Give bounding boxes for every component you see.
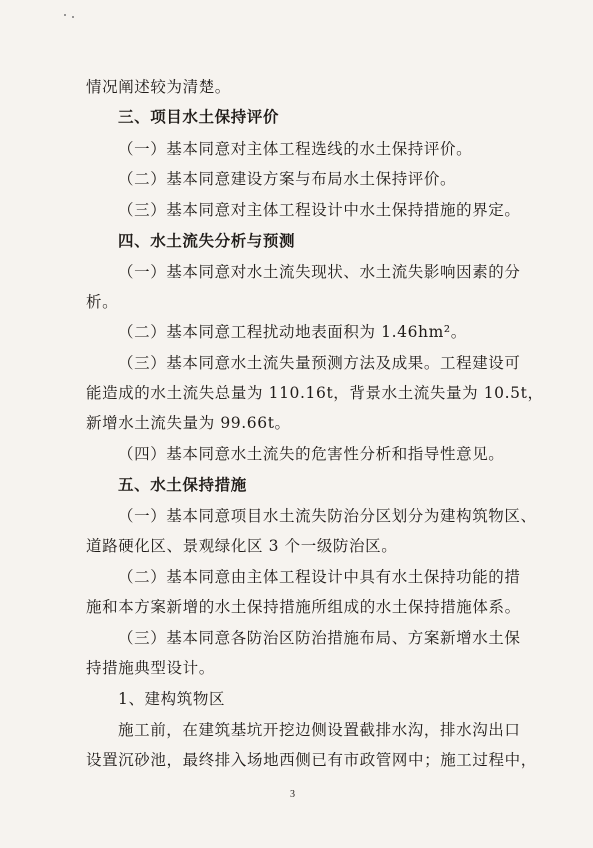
- paragraph-line: （三）基本同意水土流失量预测方法及成果。工程建设可: [118, 354, 521, 372]
- scan-speck: [64, 14, 66, 16]
- paragraph-line: 施工前，在建筑基坑开挖边侧设置截排水沟，排水沟出口: [118, 721, 521, 739]
- paragraph-line: 能造成的水土流失总量为 110.16t，背景水土流失量为 10.5t，: [86, 384, 544, 402]
- paragraph-line: （四）基本同意水土流失的危害性分析和指导性意见。: [118, 445, 505, 463]
- paragraph-line: 设置沉砂池，最终排入场地西侧已有市政管网中；施工过程中，: [86, 751, 537, 769]
- paragraph-line: （二）基本同意建设方案与布局水土保持评价。: [118, 170, 457, 188]
- paragraph-line: （三）基本同意各防治区防治措施布局、方案新增水土保: [118, 629, 521, 647]
- paragraph-line: 析。: [86, 293, 119, 311]
- paragraph-line: 持措施典型设计。: [86, 659, 215, 677]
- section-heading: 四、水土流失分析与预测: [118, 232, 296, 250]
- subsection-heading: 1、建构筑物区: [118, 690, 226, 708]
- paragraph-line: （一）基本同意对主体工程选线的水土保持评价。: [118, 140, 473, 158]
- paragraph-line: 新增水土流失量为 99.66t。: [86, 414, 291, 432]
- section-heading: 三、项目水土保持评价: [118, 108, 280, 126]
- paragraph-line: 道路硬化区、景观绿化区 3 个一级防治区。: [86, 537, 398, 555]
- paragraph-line: 施和本方案新增的水土保持措施所组成的水土保持措施体系。: [86, 598, 521, 616]
- scan-speck: [72, 16, 74, 18]
- paragraph-line: （二）基本同意由主体工程设计中具有水土保持功能的措: [118, 568, 521, 586]
- section-heading: 五、水土保持措施: [118, 476, 247, 494]
- paragraph-line: （三）基本同意对主体工程设计中水土保持措施的界定。: [118, 201, 521, 219]
- paragraph-line: （一）基本同意项目水土流失防治分区划分为建构筑物区、: [118, 507, 537, 525]
- page-number: 3: [290, 789, 295, 800]
- paragraph-line: 情况阐述较为清楚。: [86, 78, 231, 96]
- paragraph-line: （二）基本同意工程扰动地表面积为 1.46hm²。: [118, 323, 467, 341]
- paragraph-line: （一）基本同意对水土流失现状、水土流失影响因素的分: [118, 263, 521, 281]
